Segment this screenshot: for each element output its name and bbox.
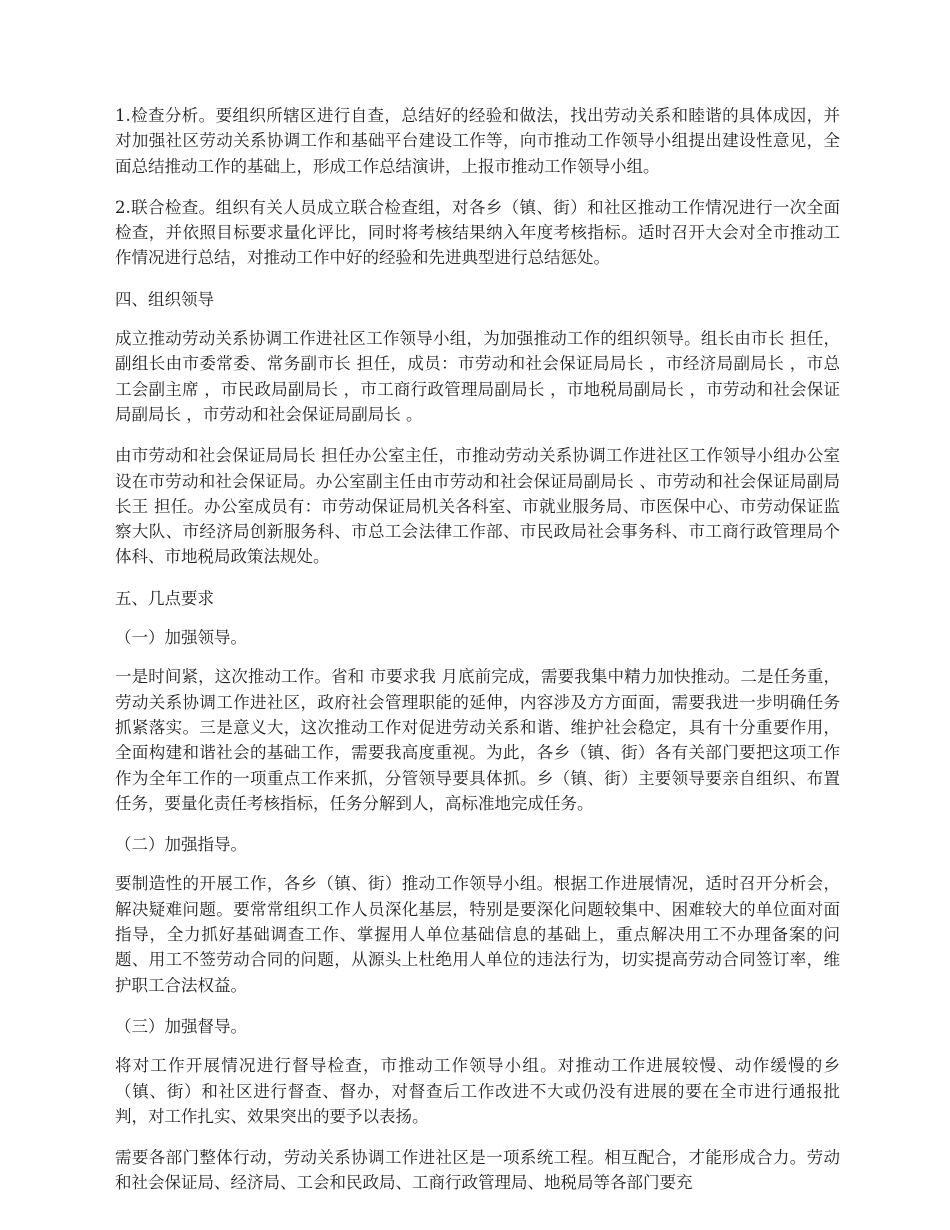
paragraph-leading-group: 成立推动劳动关系协调工作进社区工作领导小组，为加强推动工作的组织领导。组长由市长 担任，副组长由市委常委、常务副市长 担任，成员：市劳动和社会保证局局长 ，市经济局副局长 ，市总工会副主席 ，市民政局副局长 ，市工商行政管理局副局长 ，市地税局副局长 ，市劳动和社会保证局副局长 ，市劳动和社会保证局副局长 。 [115, 329, 840, 424]
paragraph-supervision: 将对工作开展情况进行督导检查，市推动工作领导小组。对推动工作进展较慢、动作缓慢的乡（镇、街）和社区进行督查、督办，对督查后工作改进不大或仍没有进展的要在全市进行通报批判，对工作扎实、效果突出的要予以表扬。 [115, 1056, 840, 1126]
section-heading-organization: 四、组织领导 [115, 289, 214, 309]
subheading-strengthen-supervision: （三）加强督导。 [115, 1016, 247, 1036]
subheading-strengthen-guidance: （二）加强指导。 [115, 835, 247, 855]
paragraph-guidance: 要制造性的开展工作，各乡（镇、街）推动工作领导小组。根据工作进展情况，适时召开分析会，解决疑难问题。要常常组织工作人员深化基层，特别是要深化问题较集中、困难较大的单位面对面指导，全力抓好基础调查工作、掌握用人单位基础信息的基础上，重点解决用工不办理备案的问题、用工不签劳动合同的问题，从源头上杜绝用人单位的违法行为，切实提高劳动合同签订率，维护职工合法权益。 [115, 874, 840, 995]
paragraph-joint-inspection: 2.联合检查。组织有关人员成立联合检查组，对各乡（镇、街）和社区推动工作情况进行一次全面检查，并依照目标要求量化评比，同时将考核结果纳入年度考核指标。适时召开大会对全市推动工作情况进行总结，对推动工作中好的经验和先进典型进行总结惩处。 [115, 197, 840, 268]
paragraph-cooperation: 需要各部门整体行动，劳动关系协调工作进社区是一项系统工程。相互配合，才能形成合力。劳动和社会保证局、经济局、工会和民政局、工商行政管理局、地税局等各部门要充 [115, 1148, 840, 1193]
paragraph-office: 由市劳动和社会保证局局长 担任办公室主任，市推动劳动关系协调工作进社区工作领导小组办公室设在市劳动和社会保证局。办公室副主任由市劳动和社会保证局副局长 、市劳动和社会保证局副局长王 担任。办公室成员有：市劳动保证局机关各科室、市就业服务局、市医保中心、市劳动保证监察大队、市经济局创新服务科、市总工会法律工作部、市民政局社会事务科、市工商行政管理局个体科、市地税局政策法规处。 [115, 446, 840, 567]
paragraph-leadership: 一是时间紧，这次推动工作。省和 市要求我 月底前完成，需要我集中精力加快推动。二是任务重，劳动关系协调工作进社区，政府社会管理职能的延伸，内容涉及方方面面，需要我进一步明确任务抓紧落实。三是意义大，这次推动工作对促进劳动关系和谐、维护社会稳定，具有十分重要作用，全面构建和谐社会的基础工作，需要我高度重视。为此，各乡（镇、街）各有关部门要把这项工作作为全年工作的一项重点工作来抓，分管领导要具体抓。乡（镇、街）主要领导要亲自组织、布置任务，要量化责任考核指标，任务分解到人，高标准地完成任务。 [115, 667, 840, 813]
paragraph-inspection-analysis: 1.检查分析。要组织所辖区进行自查，总结好的经验和做法，找出劳动关系和睦谐的具体成因，并对加强社区劳动关系协调工作和基础平台建设工作等，向市推动工作领导小组提出建设性意见，全面总结推动工作的基础上，形成工作总结演讲，上报市推动工作领导小组。 [115, 106, 840, 176]
subheading-strengthen-leadership: （一）加强领导。 [115, 628, 247, 648]
document-body [115, 103, 840, 1212]
section-heading-requirements: 五、几点要求 [115, 588, 214, 608]
